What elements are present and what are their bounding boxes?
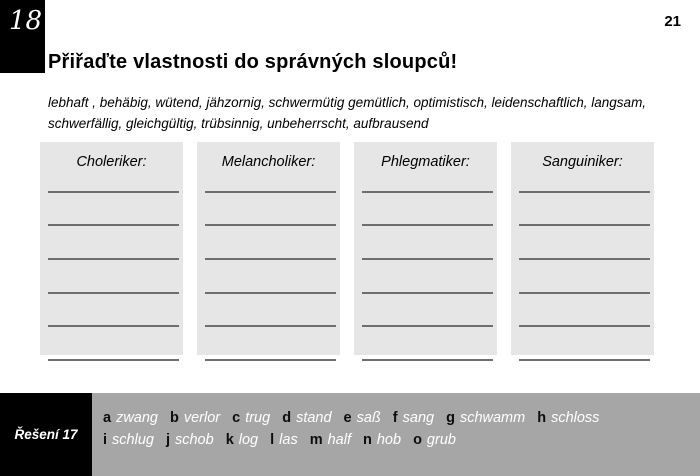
answer-letter: a	[103, 410, 112, 426]
column-label: Sanguiniker:	[542, 154, 623, 170]
answer-letter: h	[537, 410, 547, 426]
column-label: Choleriker:	[76, 154, 147, 170]
answer-word: verlor	[183, 410, 221, 426]
answer-item	[344, 410, 381, 426]
answer-word: saß	[356, 410, 381, 426]
answer-item	[393, 410, 434, 426]
answer-word: las	[279, 432, 298, 448]
column-choleriker	[40, 142, 183, 355]
answer-letter: d	[282, 410, 292, 426]
blank-line	[362, 294, 493, 328]
column-sanguiniker	[511, 142, 654, 355]
blank-line	[362, 260, 493, 294]
answer-letter: j	[165, 432, 170, 448]
temperament-columns	[40, 142, 654, 355]
blank-line	[48, 327, 179, 361]
blank-line	[48, 226, 179, 260]
page-title: Přiřaďte vlastnosti do správných sloupců!	[48, 51, 458, 73]
answer-word: grub	[426, 432, 456, 448]
answer-item	[166, 432, 214, 448]
answer-word: half	[327, 432, 351, 448]
answer-item	[537, 410, 599, 426]
blank-line	[519, 159, 650, 193]
blank-line	[362, 159, 493, 193]
word-list-line-1: lebhaft , behäbig, wütend, jähzornig, schwermütig gemütlich, optimistisch, leidenschaftlich, langsam,	[48, 95, 647, 110]
blank-line	[205, 193, 336, 227]
word-list	[48, 92, 668, 134]
column-label: Melancholiker:	[221, 154, 316, 170]
column-label: Phlegmatiker:	[381, 154, 470, 170]
column-blank-lines	[519, 159, 650, 361]
solutions-bar	[0, 393, 700, 476]
blank-line	[519, 294, 650, 328]
blank-line	[48, 193, 179, 227]
answer-letter: b	[170, 410, 179, 426]
blank-line	[205, 294, 336, 328]
blank-line	[205, 327, 336, 361]
answer-item	[103, 432, 154, 448]
column-blank-lines	[205, 159, 336, 361]
answer-item	[232, 410, 270, 426]
answer-letter: g	[446, 410, 455, 426]
answer-item	[103, 410, 158, 426]
column-phlegmatiker	[354, 142, 497, 355]
blank-line	[48, 260, 179, 294]
answer-letter: f	[392, 410, 398, 426]
blank-line	[519, 260, 650, 294]
blank-line	[205, 226, 336, 260]
answer-row	[103, 407, 700, 429]
blank-line	[362, 226, 493, 260]
column-blank-lines	[362, 159, 493, 361]
answer-word: trug	[245, 410, 271, 426]
answer-letter: c	[232, 410, 241, 426]
answer-item	[170, 410, 220, 426]
answer-word: schloss	[551, 410, 600, 426]
answer-word: schob	[174, 432, 214, 448]
answer-item	[363, 432, 401, 448]
blank-line	[362, 193, 493, 227]
answer-item	[226, 432, 258, 448]
answer-word: schlug	[112, 432, 154, 448]
answer-letter: o	[413, 432, 422, 448]
blank-line	[362, 327, 493, 361]
column-blank-lines	[48, 159, 179, 361]
answer-item	[310, 432, 351, 448]
word-list-line-2: schwerfällig, gleichgültig, trübsinnig, unbeherrscht, aufbrausend	[48, 116, 429, 131]
answer-word: schwamm	[459, 410, 526, 426]
answer-letter: n	[363, 432, 372, 448]
answer-row	[103, 429, 700, 451]
column-melancholiker	[197, 142, 340, 355]
blank-line	[48, 294, 179, 328]
answer-word: sang	[402, 410, 435, 426]
blank-line	[519, 327, 650, 361]
answer-letter: e	[343, 410, 352, 426]
answer-word: log	[238, 432, 259, 448]
answer-key	[92, 393, 700, 476]
page-number: 21	[664, 13, 681, 30]
answer-item	[282, 410, 331, 426]
answer-letter: k	[225, 432, 234, 448]
blank-line	[48, 159, 179, 193]
answer-letter: l	[270, 432, 275, 448]
answer-word: hob	[376, 432, 402, 448]
answer-word: stand	[296, 410, 332, 426]
blank-line	[519, 226, 650, 260]
answer-item	[446, 410, 525, 426]
answer-word: zwang	[116, 410, 158, 426]
blank-line	[205, 260, 336, 294]
blank-line	[519, 193, 650, 227]
answer-item	[413, 432, 456, 448]
exercise-number-tab	[0, 0, 45, 73]
answer-item	[270, 432, 298, 448]
answer-letter: i	[103, 432, 108, 448]
answer-letter: m	[309, 432, 323, 448]
blank-line	[205, 159, 336, 193]
exercise-number: 18	[9, 6, 43, 36]
solutions-label: Řešení 17	[0, 393, 92, 476]
